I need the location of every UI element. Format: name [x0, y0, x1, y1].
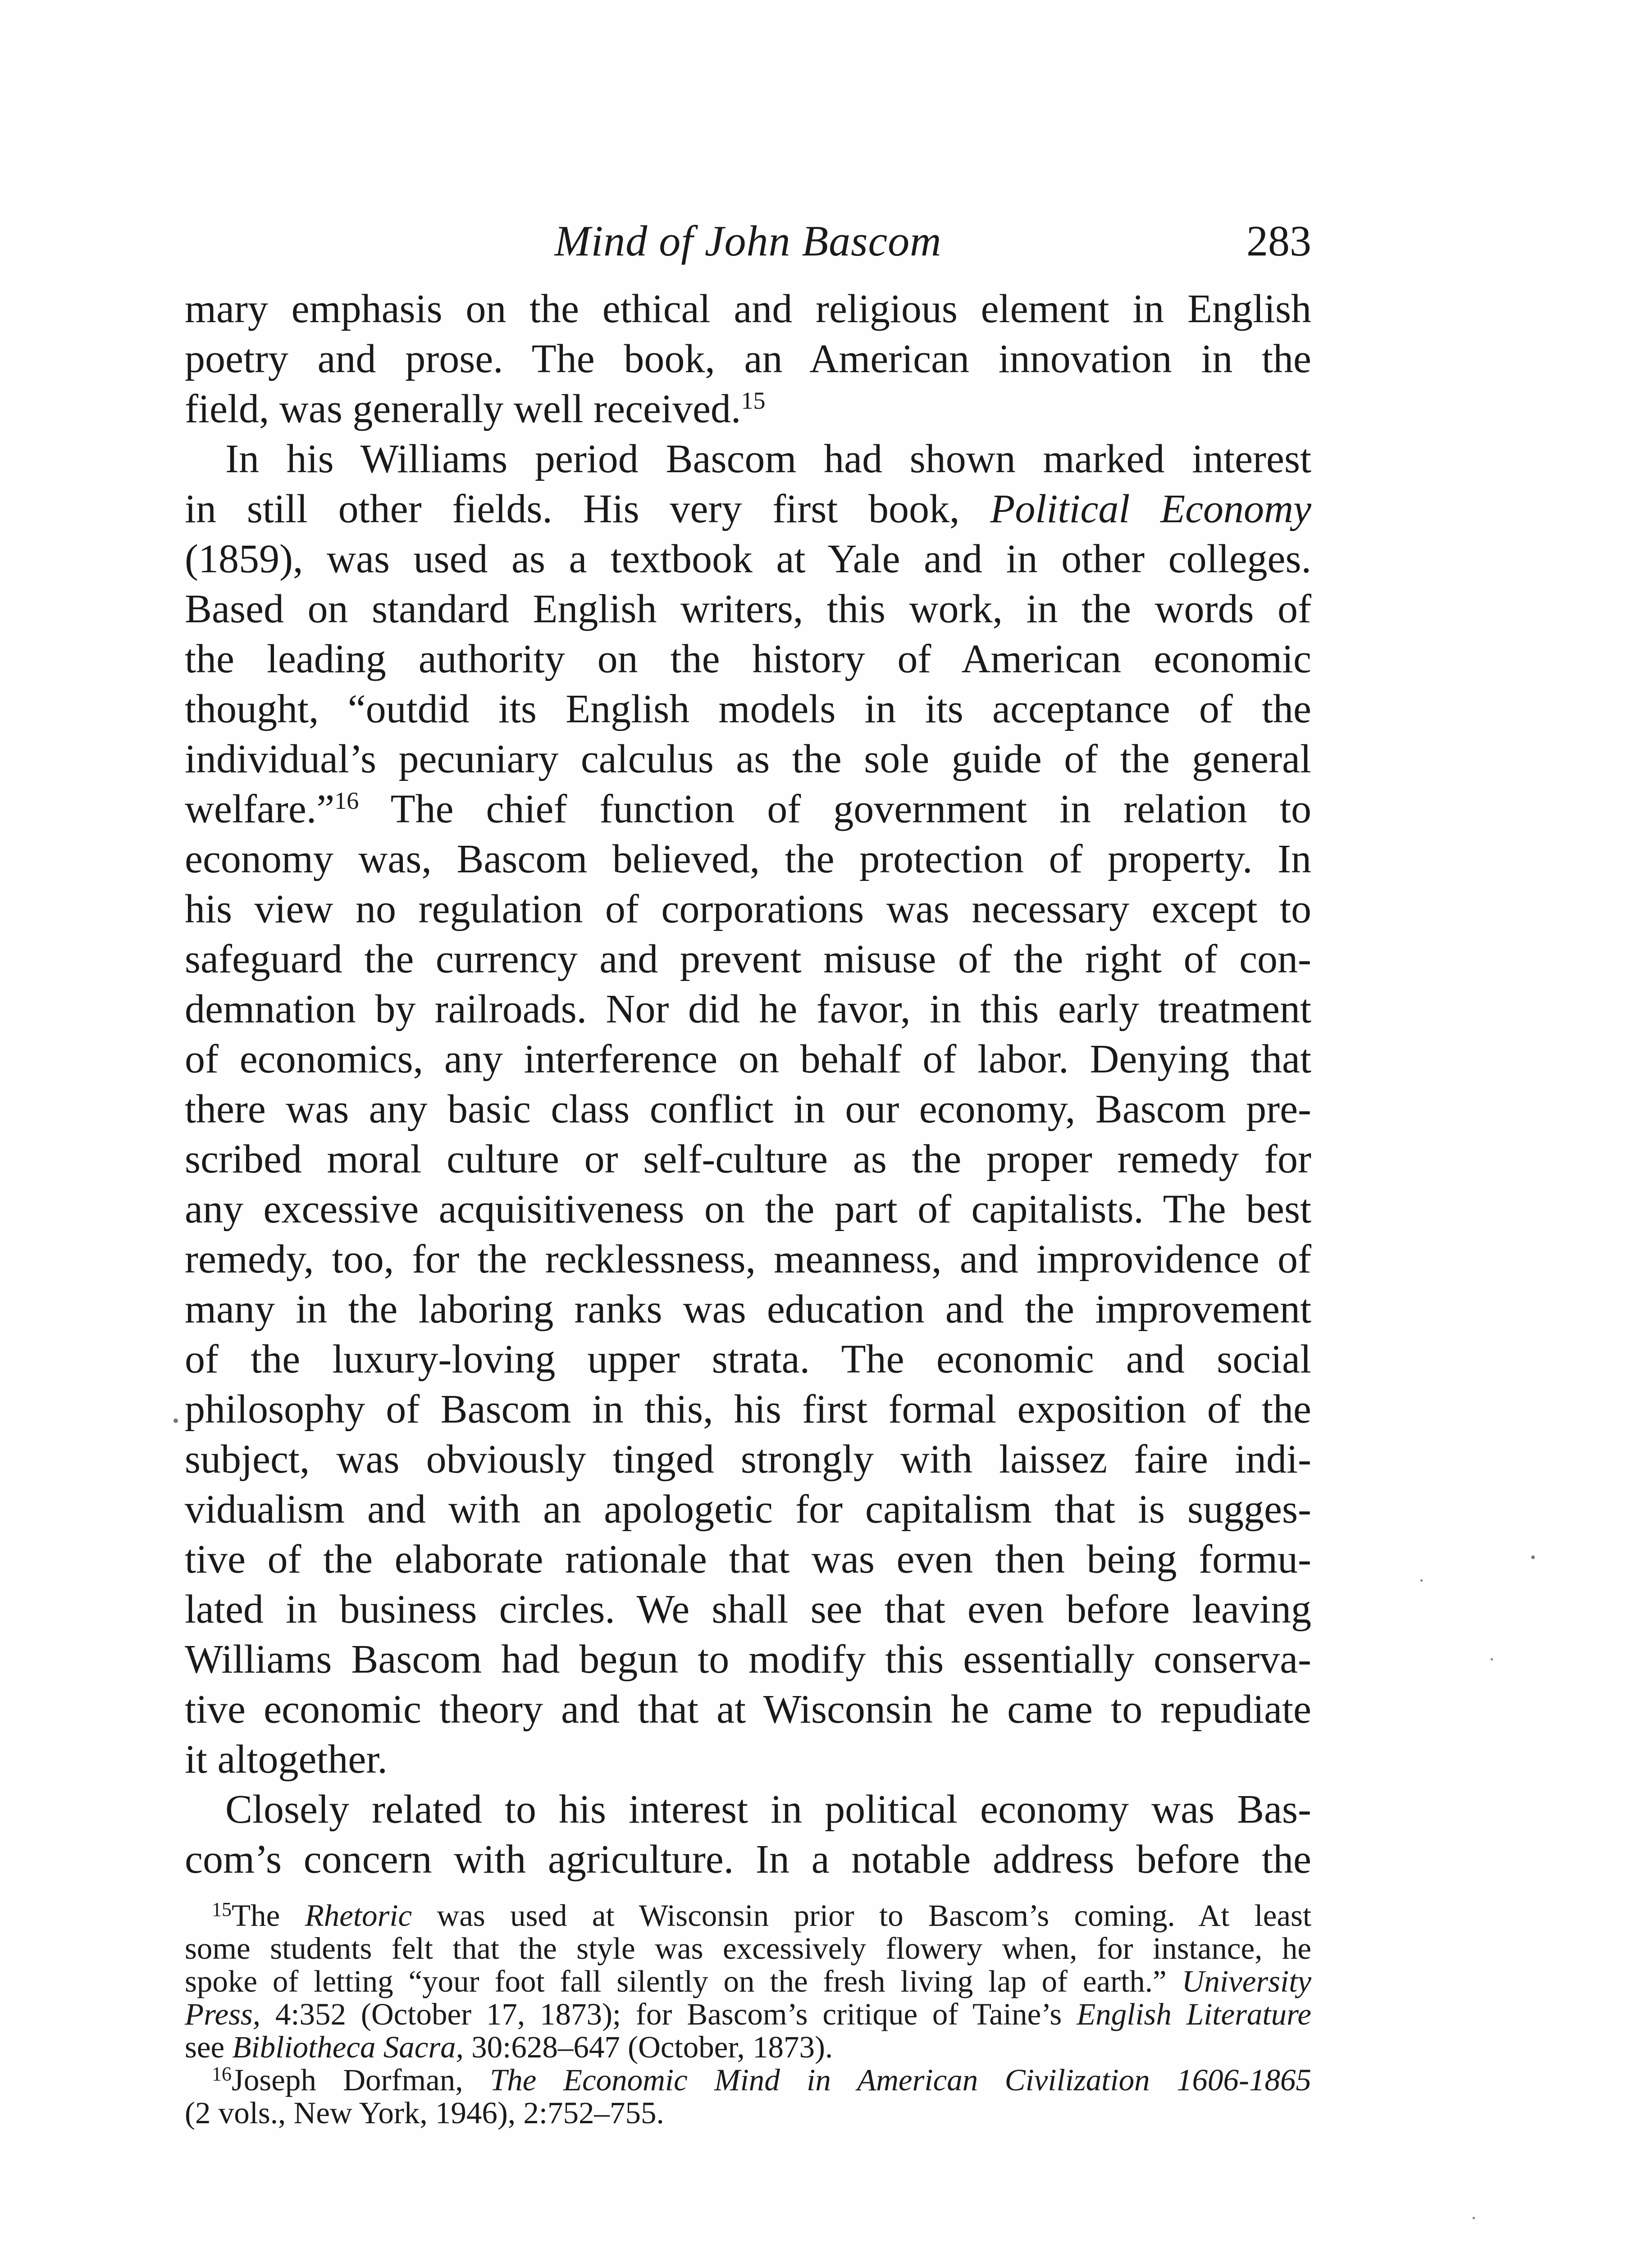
footnote-16: [185, 2064, 1311, 2097]
body-line: (1859), was used as a textbook at Yale and in other colleges.: [185, 537, 1311, 581]
footnotes: [185, 1899, 1311, 2130]
body-line-text: The chief function of government in relation to: [359, 787, 1311, 831]
body-line-text: welfare.”: [185, 787, 335, 831]
body-line: thought, “outdid its English models in its acceptance of the: [185, 687, 1311, 731]
body-line: there was any basic class conflict in our economy, Bascom pre-: [185, 1087, 1311, 1131]
body-line-text: field, was generally well received.: [185, 387, 741, 431]
footnote-text: was used at Wisconsin prior to Bascom’s coming. At least: [412, 1898, 1311, 1933]
page-number: 283: [1246, 217, 1311, 265]
body-line: many in the laboring ranks was education and the improvement: [185, 1287, 1311, 1332]
body-line: scribed moral culture or self-culture as the proper remedy for: [185, 1137, 1311, 1181]
page-header: [185, 212, 1311, 270]
scan-speck: [1491, 1658, 1493, 1660]
footnote-marker: 15: [212, 1898, 232, 1920]
body-line: it altogether.: [185, 1737, 388, 1782]
body-line: his view no regulation of corporations was necessary except to: [185, 887, 1311, 931]
footnote-line: [185, 1965, 1311, 1998]
footnote-text: The: [232, 1898, 305, 1933]
footnote-text: 30:628–647 (October, 1873).: [463, 2030, 833, 2064]
body-line: economy was, Bascom believed, the protection of property. In: [185, 837, 1311, 881]
footnote-title: Rhetoric: [305, 1898, 412, 1933]
body-line: Based on standard English writers, this work, in the words of: [185, 587, 1311, 631]
body-line: Closely related to his interest in political economy was Bas-: [225, 1787, 1311, 1832]
footnote-title: University: [1182, 1964, 1311, 1998]
body-line: tive of the elaborate rationale that was even then being formu-: [185, 1537, 1311, 1582]
footnote-line: (2 vols., New York, 1946), 2:752–755.: [185, 2096, 664, 2130]
body-line: the leading authority on the history of American economic: [185, 637, 1311, 681]
body-text: [185, 284, 1311, 1884]
body-line: safeguard the currency and prevent misuse of the right of con-: [185, 937, 1311, 981]
footnote-marker: 16: [212, 2063, 232, 2085]
footnote-reference-16: 16: [334, 787, 359, 814]
footnote-line: some students felt that the style was excessively flowery when, for instance, he: [185, 1931, 1311, 1966]
body-line: [185, 784, 1311, 834]
scan-speck: [1473, 2217, 1475, 2219]
body-line: [185, 384, 1311, 434]
body-line: subject, was obviously tinged strongly with laissez faire indi-: [185, 1437, 1311, 1482]
body-line: poetry and prose. The book, an American innovation in the: [185, 337, 1311, 381]
body-line: of the luxury-loving upper strata. The economic and social: [185, 1337, 1311, 1382]
footnote-line: [185, 1998, 1311, 2031]
footnote-text: see: [185, 2030, 233, 2064]
body-line: philosophy of Bascom in this, his first formal exposition of the: [185, 1387, 1311, 1432]
footnote-title: The Economic Mind in American Civilization 1606-1865: [489, 2063, 1311, 2097]
footnote-line: [185, 2031, 1311, 2064]
footnote-title: Press,: [185, 1997, 261, 2031]
running-head: Mind of John Bascom: [554, 217, 942, 265]
footnote-title: Bibliotheca Sacra,: [232, 2030, 464, 2064]
body-line: remedy, too, for the recklessness, meanness, and improvidence of: [185, 1237, 1311, 1282]
body-line: lated in business circles. We shall see that even before leaving: [185, 1587, 1311, 1632]
footnote-reference-15: 15: [741, 387, 766, 414]
footnote-title: English Literature: [1077, 1997, 1312, 2031]
body-line-text: in still other fields. His very first book,: [185, 487, 990, 531]
footnote-15: [185, 1899, 1311, 1932]
body-line: Williams Bascom had begun to modify this essentially conserva-: [185, 1637, 1311, 1682]
scan-speck: [1531, 1555, 1535, 1559]
body-line: In his Williams period Bascom had shown marked interest: [225, 437, 1311, 481]
body-line: [185, 484, 1311, 534]
body-line: tive economic theory and that at Wisconsin he came to repudiate: [185, 1687, 1311, 1732]
book-title-political-economy: Political Economy: [990, 487, 1312, 531]
body-line: mary emphasis on the ethical and religious element in English: [185, 287, 1311, 331]
scan-speck: [173, 1418, 178, 1423]
body-line: vidualism and with an apologetic for capitalism that is sugges-: [185, 1487, 1311, 1532]
body-line: com’s concern with agriculture. In a notable address before the: [185, 1837, 1311, 1882]
body-line: individual’s pecuniary calculus as the sole guide of the general: [185, 737, 1311, 781]
footnote-text: 4:352 (October 17, 1873); for Bascom’s critique of Taine’s: [260, 1997, 1077, 2031]
footnote-text: spoke of letting “your foot fall silently on the fresh living lap of earth.”: [185, 1964, 1182, 1998]
body-line: of economics, any interference on behalf of labor. Denying that: [185, 1037, 1311, 1081]
body-line: any excessive acquisitiveness on the part of capitalists. The best: [185, 1187, 1311, 1231]
body-line: demnation by railroads. Nor did he favor, in this early treatment: [185, 987, 1311, 1031]
footnote-text: Joseph Dorfman,: [232, 2063, 490, 2097]
scan-speck: [1420, 1579, 1423, 1582]
